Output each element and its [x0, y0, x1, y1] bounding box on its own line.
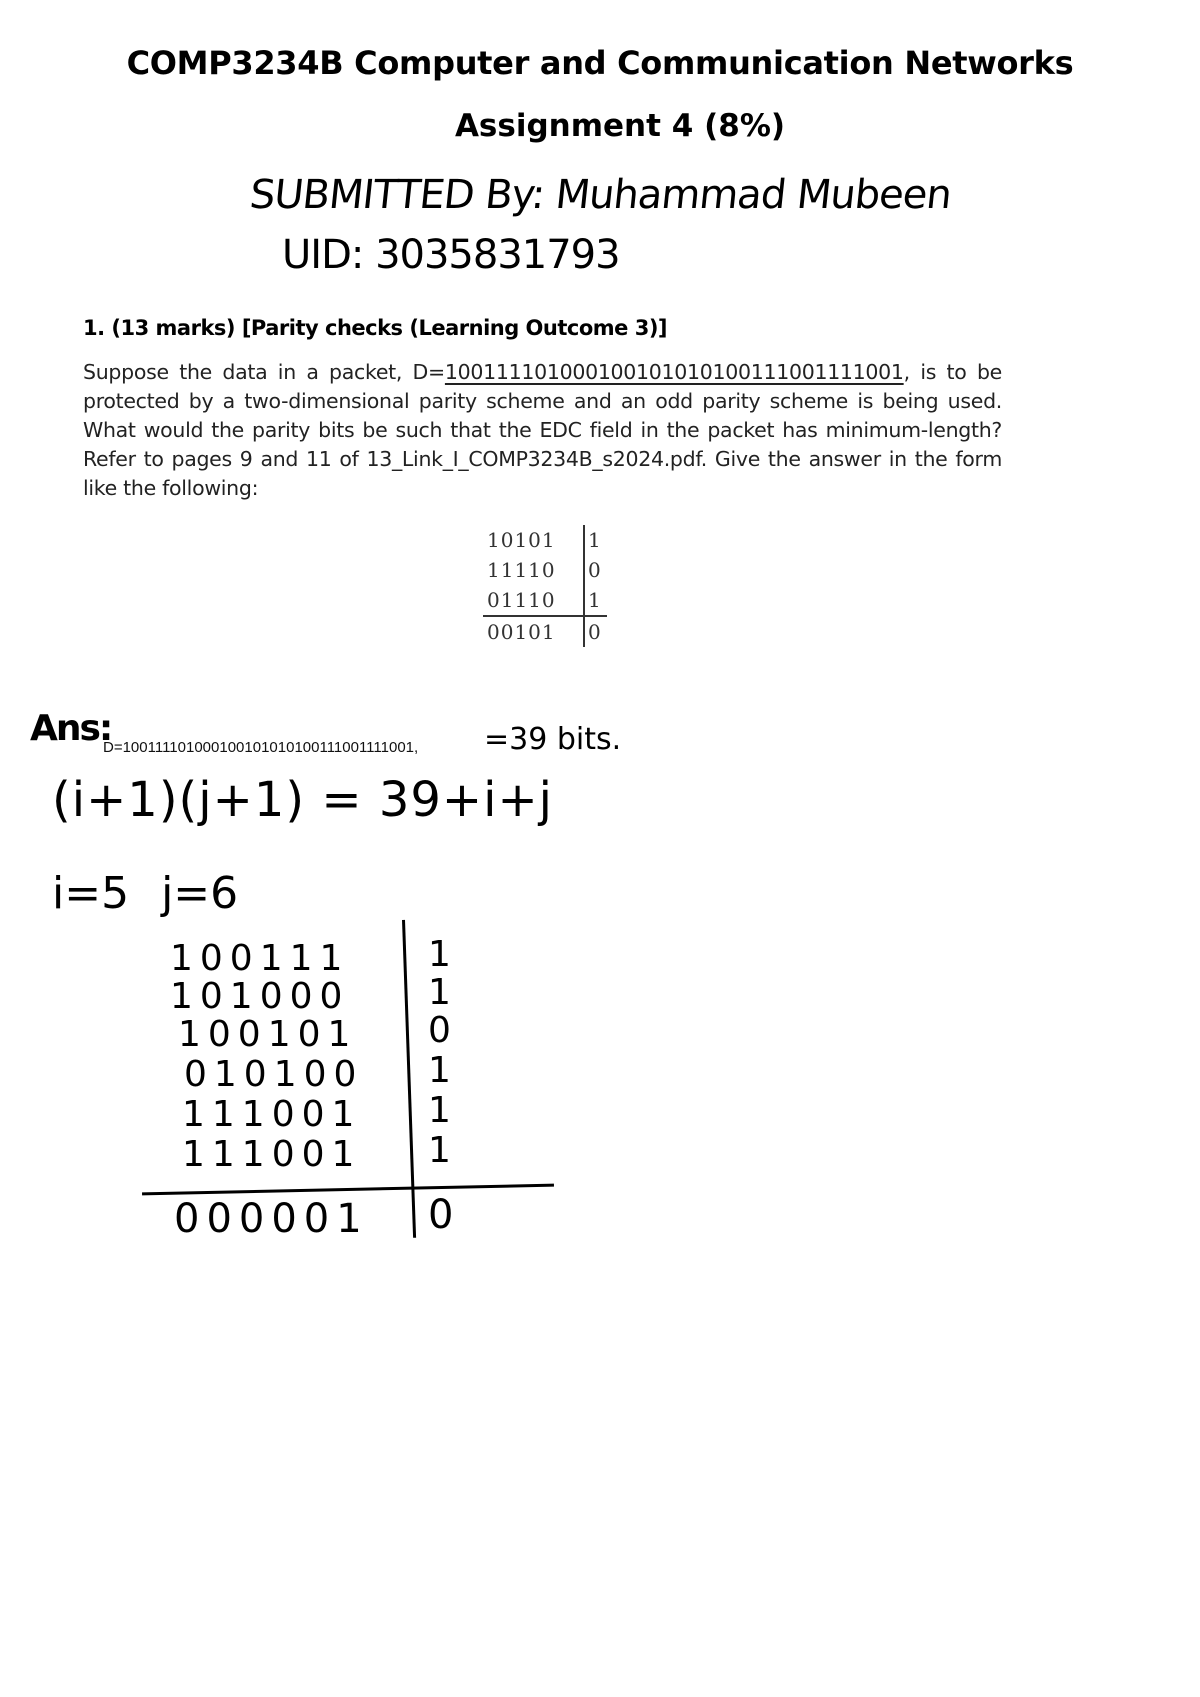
matrix-row-bits: 111001	[182, 1094, 362, 1135]
matrix-parity-row-bits: 000001	[174, 1196, 369, 1242]
matrix-row-bits: 100101	[178, 1014, 358, 1055]
example-row	[487, 585, 607, 615]
matrix-row-parity: 1	[428, 1090, 451, 1131]
matrix-row-bits: 111001	[182, 1134, 362, 1175]
example-row	[487, 555, 607, 585]
matrix-row-parity: 1	[428, 1050, 451, 1091]
example-parity-row-parity: 0	[583, 617, 604, 647]
example-row-bits: 11110	[487, 558, 556, 582]
example-row-bits: 10101	[487, 528, 556, 552]
example-parity-row	[487, 617, 607, 647]
example-row-parity: 0	[583, 555, 604, 585]
uid-handwritten: UID: 3035831793	[282, 232, 620, 278]
matrix-row-parity: 0	[428, 1010, 451, 1051]
equation-handwritten: (i+1)(j+1) = 39+i+j	[52, 772, 554, 828]
example-parity-grid	[487, 525, 607, 647]
answer-parity-matrix	[170, 920, 570, 1250]
question-body	[83, 358, 1002, 503]
matrix-horizontal-line	[142, 1184, 554, 1196]
matrix-parity-row-parity: 0	[428, 1192, 454, 1238]
example-row-bits: 01110	[487, 588, 556, 612]
matrix-row-bits: 010100	[184, 1054, 364, 1095]
matrix-row-parity: 1	[428, 934, 451, 975]
course-title: COMP3234B Computer and Communication Networks	[126, 44, 1074, 82]
question-heading: 1. (13 marks) [Parity checks (Learning Outcome 3)]	[83, 316, 668, 340]
example-row-parity: 1	[583, 525, 604, 555]
bits-count-handwritten: =39 bits.	[484, 722, 622, 757]
question-text-after: , is to be protected by a two-dimensional parity scheme and an odd parity scheme is being used. What would the parity bits be such that the EDC field in the packet has minimum-length? Refer to pages 9 and 11 of 13_Link_I_COMP3234B_s2024.pdf. Give the answer in the form like the following:	[83, 360, 1002, 500]
submitted-by-handwritten: SUBMITTED By: Muhammad Mubeen	[247, 172, 954, 218]
matrix-row-parity: 1	[428, 972, 451, 1013]
assignment-title: Assignment 4 (8%)	[454, 108, 786, 144]
question-data-bits: 100111101000100101010100111001111001	[444, 360, 904, 384]
answer-label-handwritten: Ans:	[30, 708, 112, 749]
example-parity-row-bits: 00101	[487, 620, 556, 644]
matrix-row-bits: 101000	[170, 976, 350, 1017]
question-text-before: Suppose the data in a packet, D=	[83, 360, 445, 384]
example-row	[487, 525, 607, 555]
example-row-parity: 1	[583, 585, 604, 615]
answer-data-line: D=100111101000100101010100111001111001,	[103, 739, 419, 756]
matrix-row-bits: 100111	[170, 938, 350, 979]
matrix-row-parity: 1	[428, 1130, 451, 1171]
ij-values-handwritten: i=5 j=6	[52, 868, 239, 919]
